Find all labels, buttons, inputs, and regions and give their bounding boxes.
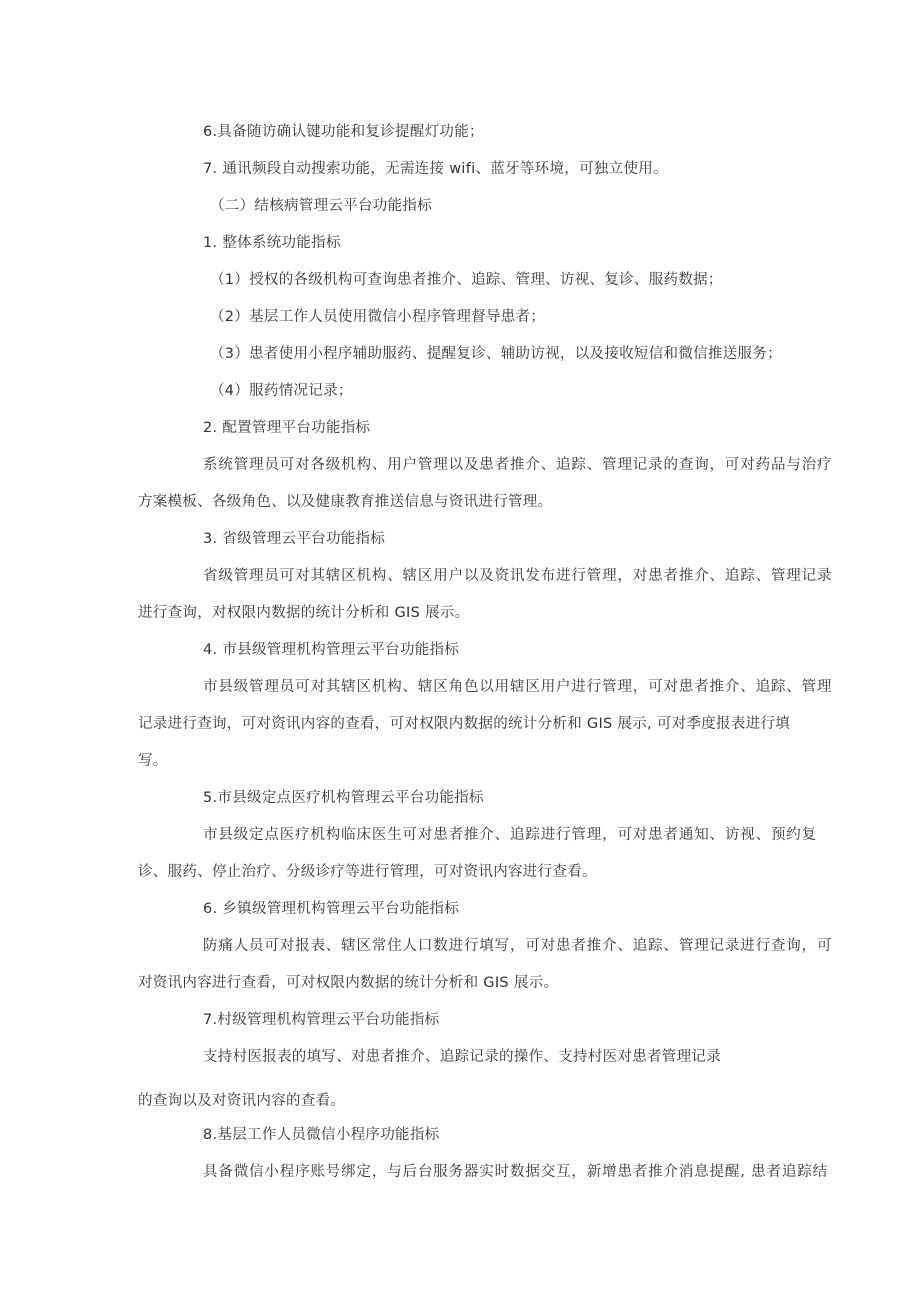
subheading-5-designated-medical: 5.市县级定点医疗机构管理云平台功能指标 bbox=[203, 790, 484, 806]
paragraph-8-line-1: 具备微信小程序账号绑定，与后台服务器实时数据交互，新增患者推介消息提醒, 患者追踪结 bbox=[203, 1164, 828, 1180]
paragraph-2-line-1: 系统管理员可对各级机构、用户管理以及患者推介、追踪、管理记录的查询，可对药品与治疗 bbox=[203, 457, 833, 473]
item-7-auto-search: 7. 通讯频段自动搜索功能，无需连接 wifi、蓝牙等环境，可独立使用。 bbox=[203, 161, 668, 177]
list-item-2: （2）基层工作人员使用微信小程序管理督导患者； bbox=[210, 309, 546, 325]
subheading-1-overall-system: 1. 整体系统功能指标 bbox=[203, 235, 341, 251]
subheading-2-config-platform: 2. 配置管理平台功能指标 bbox=[203, 420, 371, 436]
paragraph-3-line-1: 省级管理员可对其辖区机构、辖区用户以及资讯发布进行管理，对患者推介、追踪、管理记录 bbox=[203, 568, 833, 584]
subheading-7-village: 7.村级管理机构管理云平台功能指标 bbox=[203, 1012, 440, 1028]
paragraph-2-line-2: 方案模板、各级角色、以及健康教育推送信息与资讯进行管理。 bbox=[138, 494, 553, 510]
subheading-8-wechat-miniprogram: 8.基层工作人员微信小程序功能指标 bbox=[203, 1127, 440, 1143]
section-heading-cloud-platform: （二）结核病管理云平台功能指标 bbox=[210, 198, 432, 214]
subheading-4-city-county: 4. 市县级管理机构管理云平台功能指标 bbox=[203, 642, 460, 658]
paragraph-7-line-2: 的查询以及对资讯内容的查看。 bbox=[138, 1093, 346, 1109]
paragraph-5-line-2: 诊、服药、停止治疗、分级诊疗等进行管理，可对资讯内容进行查看。 bbox=[138, 864, 597, 880]
paragraph-6-line-1: 防痛人员可对报表、辖区常住人口数进行填写，可对患者推介、追踪、管理记录进行查询，可 bbox=[203, 938, 833, 954]
paragraph-4-line-2: 记录进行查询，可对资讯内容的查看，可对权限内数据的统计分析和 GIS 展示, 可对季度报表进行填 bbox=[138, 716, 791, 732]
paragraph-5-line-1: 市县级定点医疗机构临床医生可对患者推介、追踪进行管理，可对患者通知、访视、预约复 bbox=[203, 827, 817, 843]
subheading-3-provincial: 3. 省级管理云平台功能指标 bbox=[203, 531, 386, 547]
item-6-followup-key: 6.具备随访确认键功能和复诊提醒灯功能； bbox=[203, 124, 484, 140]
paragraph-6-line-2: 对资讯内容进行查看，可对权限内数据的统计分析和 GIS 展示。 bbox=[138, 975, 559, 991]
paragraph-4-line-3: 写。 bbox=[138, 753, 168, 769]
subheading-6-township: 6. 乡镇级管理机构管理云平台功能指标 bbox=[203, 901, 460, 917]
list-item-3: （3）患者使用小程序辅助服药、提醒复诊、辅助访视，以及接收短信和微信推送服务； bbox=[210, 346, 782, 362]
list-item-4: （4）服药情况记录； bbox=[210, 383, 353, 399]
list-item-1: （1）授权的各级机构可查询患者推介、追踪、管理、访视、复诊、服药数据； bbox=[210, 272, 723, 288]
paragraph-3-line-2: 进行查询，对权限内数据的统计分析和 GIS 展示。 bbox=[138, 605, 470, 621]
paragraph-4-line-1: 市县级管理员可对其辖区机构、辖区角色以用辖区用户进行管理，可对患者推介、追踪、管理 bbox=[203, 679, 833, 695]
paragraph-7-line-1: 支持村医报表的填写、对患者推介、追踪记录的操作、支持村医对患者管理记录 bbox=[203, 1049, 721, 1065]
